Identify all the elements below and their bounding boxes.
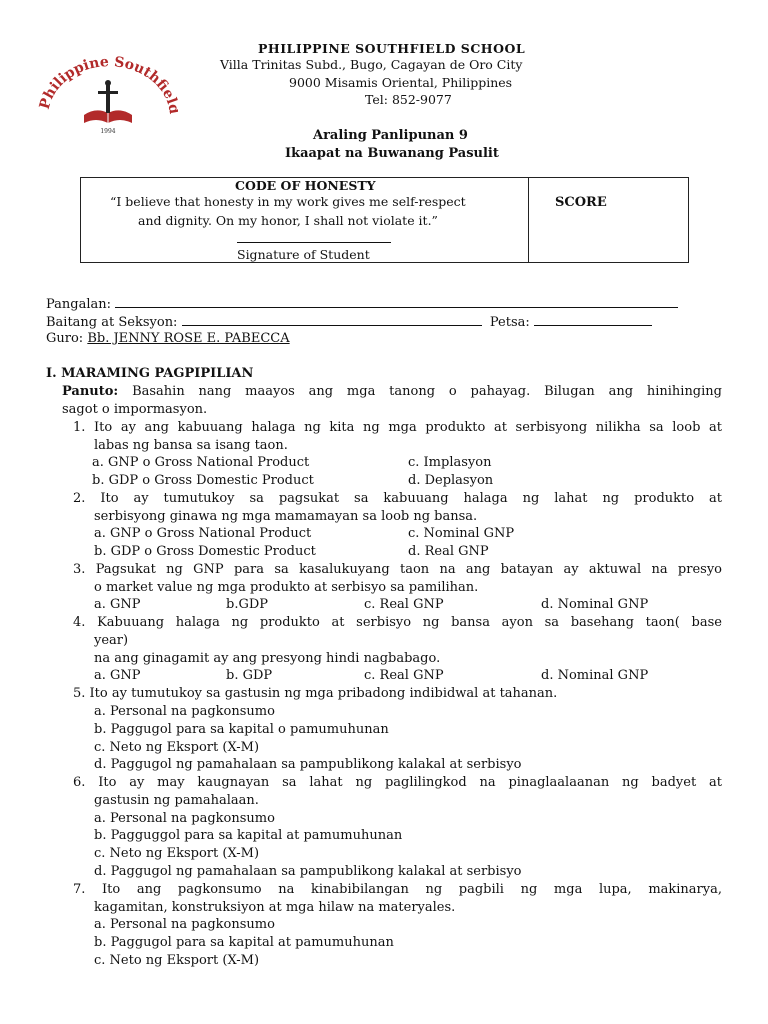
date-field[interactable] [534,313,652,326]
school-logo [38,55,178,135]
score-label: SCORE [555,195,607,210]
q6-option-c[interactable]: c. Neto ng Eksport (X-M) [94,846,260,861]
q5-option-a[interactable]: a. Personal na pagkonsumo [94,704,275,719]
name-label: Pangalan: [46,297,112,312]
q6-option-d[interactable]: d. Paggugol ng pamahalaan sa pampublikong kalakal at serbisyo [94,864,522,879]
question-2: 2. Ito ay tumutukoy sa pagsukat sa kabuuang halaga ng lahat ng produkto at [73,491,722,506]
name-field[interactable] [115,295,678,308]
q7-option-c[interactable]: c. Neto ng Eksport (X-M) [94,953,260,968]
box-divider [528,178,529,262]
section-field[interactable] [182,313,482,326]
honesty-line-1: “I believe that honesty in my work gives me self-respect [110,194,466,209]
q2-option-c[interactable]: c. Nominal GNP [408,526,515,541]
q5-option-b[interactable]: b. Paggugol para sa kapital o pamumuhunan [94,722,389,737]
question-2-cont: serbisyong ginawa ng mga mamamayan sa loob ng bansa. [94,509,478,524]
signature-line [237,242,391,243]
question-6: 6. Ito ay may kaugnayan sa lahat ng paglilingkod na pinaglaalaanan ng badyet at [73,775,722,790]
q1-option-a[interactable]: a. GNP o Gross National Product [92,455,310,470]
section-title: I. MARAMING PAGPIPILIAN [46,366,254,381]
question-1: 1. Ito ay ang kabuuang halaga ng kita ng mga produkto at serbisyong nilikha sa loob at [73,420,722,435]
question-7-cont: kagamitan, konstruksiyon at mga hilaw na materyales. [94,900,456,915]
school-name: PHILIPPINE SOUTHFIELD SCHOOL [258,41,526,56]
logo-year: 1994 [100,128,116,135]
directions-label: Panuto: [62,384,119,399]
q6-option-b[interactable]: b. Pagguggol para sa kapital at pamumuhunan [94,828,403,843]
question-3-cont: o market value ng mga produkto at serbisyo sa pamilihan. [94,580,479,595]
teacher-label: Guro: [46,331,84,346]
code-of-honesty-box [80,177,689,263]
question-4: 4. Kabuuang halaga ng produkto at serbisyo ng bansa ayon sa basehang taon( base [73,615,722,630]
question-6-cont: gastusin ng pamahalaan. [94,793,259,808]
school-address-2: 9000 Misamis Oriental, Philippines [289,75,513,90]
q4-option-b[interactable]: b. GDP [226,668,273,683]
honesty-heading: CODE OF HONESTY [235,178,376,193]
teacher-row [46,331,290,346]
q4-option-c[interactable]: c. Real GNP [364,668,444,683]
directions-line-2: sagot o impormasyon. [62,402,208,417]
section-label: Baitang at Seksyon: [46,315,178,330]
directions-line-1 [62,384,722,399]
honesty-line-2: and dignity. On my honor, I shall not violate it.” [138,213,438,228]
question-7: 7. Ito ang pagkonsumo na kinabibilangan ng pagbili ng mga lupa, makinarya, [73,882,722,897]
q3-option-b[interactable]: b.GDP [226,597,269,612]
question-4-cont-2: na ang ginagamit ay ang presyong hindi nagbabago. [94,651,441,666]
section-row [46,313,652,330]
date-label: Petsa: [489,315,530,330]
q7-option-a[interactable]: a. Personal na pagkonsumo [94,917,275,932]
question-3: 3. Pagsukat ng GNP para sa kasalukuyang taon na ang batayan ay aktuwal na presyo [73,562,722,577]
school-address-1: Villa Trinitas Subd., Bugo, Cagayan de Oro City [220,57,523,72]
q2-option-b[interactable]: b. GDP o Gross Domestic Product [94,544,316,559]
school-tel: Tel: 852-9077 [365,92,452,107]
q1-option-c[interactable]: c. Implasyon [408,455,492,470]
name-row [46,295,678,312]
q3-option-c[interactable]: c. Real GNP [364,597,444,612]
q4-option-d[interactable]: d. Nominal GNP [541,668,649,683]
signature-label: Signature of Student [237,247,370,262]
directions-text: Basahin nang maayos ang mga tanong o pahayag. Bilugan ang hinihinging [132,384,722,399]
q5-option-c[interactable]: c. Neto ng Eksport (X-M) [94,740,260,755]
question-1-cont: labas ng bansa sa isang taon. [94,438,288,453]
q4-option-a[interactable]: a. GNP [94,668,141,683]
q1-option-b[interactable]: b. GDP o Gross Domestic Product [92,473,314,488]
logo-text: Philippine Southfield [38,55,178,116]
q1-option-d[interactable]: d. Deplasyon [408,473,494,488]
q6-option-a[interactable]: a. Personal na pagkonsumo [94,811,275,826]
q3-option-d[interactable]: d. Nominal GNP [541,597,649,612]
logo-emblem-icon [38,55,178,135]
teacher-name: Bb. JENNY ROSE E. PABECCA [87,331,290,346]
question-4-cont-1: year) [94,633,129,648]
q2-option-a[interactable]: a. GNP o Gross National Product [94,526,312,541]
q2-option-d[interactable]: d. Real GNP [408,544,489,559]
q3-option-a[interactable]: a. GNP [94,597,141,612]
q7-option-b[interactable]: b. Paggugol para sa kapital at pamumuhunan [94,935,394,950]
exam-subject: Araling Panlipunan 9 [313,128,468,143]
question-5: 5. Ito ay tumutukoy sa gastusin ng mga pribadong indibidwal at tahanan. [73,686,558,701]
exam-title: Ikaapat na Buwanang Pasulit [285,146,499,161]
q5-option-d[interactable]: d. Paggugol ng pamahalaan sa pampublikong kalakal at serbisyo [94,757,522,772]
